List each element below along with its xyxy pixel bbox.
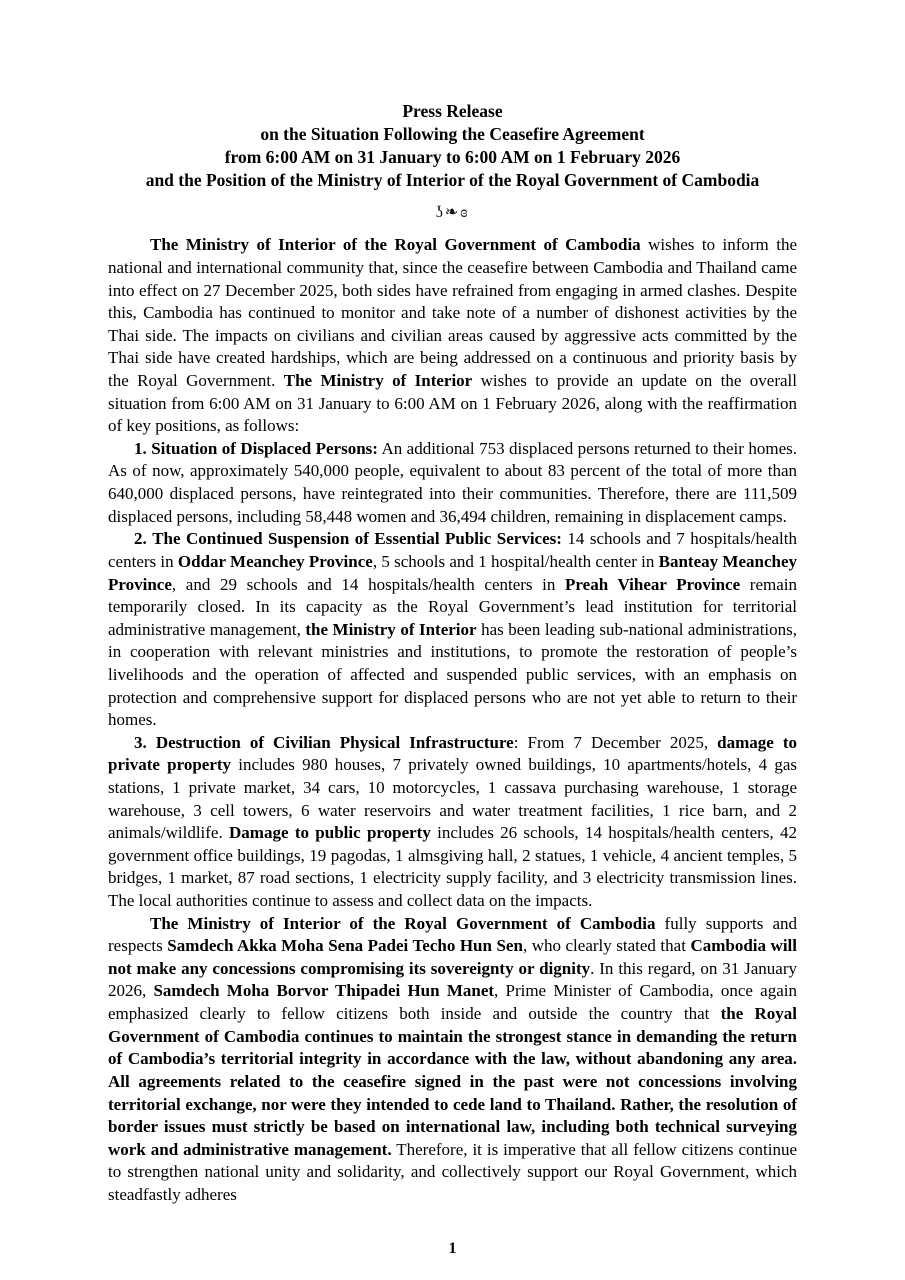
item-2-bold-3: Preah Vihear Province — [565, 574, 741, 594]
closing-text-1: fully supports and respects — [108, 913, 797, 956]
item-2-text-3: , and 29 schools and 14 hospitals/health centers in — [171, 574, 566, 594]
title-line-3: from 6:00 AM on 31 January to 6:00 AM on 1 February 2026 — [224, 147, 681, 168]
paragraph-item-3 — [108, 732, 797, 913]
item-2-bold-4: the Ministry of Interior — [305, 619, 477, 639]
closing-text-2: , who clearly stated that — [522, 936, 691, 956]
closing-bold-1: The Ministry of Interior of the Royal Government of Cambodia — [150, 913, 656, 933]
item-2-heading: The Continued Suspension of Essential Public Services: — [152, 529, 562, 549]
item-3-bold-1: damage to private property — [108, 732, 798, 775]
intro-text-2: wishes to provide an update on the overall situation from 6:00 AM on 31 January to 6:00 AM on 1 February 2026, along with the reaffirmation of key positions, as follows: — [108, 371, 797, 436]
paragraph-item-2 — [108, 528, 797, 731]
item-2-bold-1: Oddar Meanchey Province — [177, 551, 373, 571]
title-line-1: Press Release — [402, 101, 503, 121]
title-line-4: and the Position of the Ministry of Interior of the Royal Government of Cambodia — [145, 170, 760, 191]
paragraph-item-1 — [108, 438, 797, 528]
intro-bold-2: The Ministry of Interior — [283, 371, 473, 391]
item-2-bold-2: Banteay Meanchey Province — [108, 551, 797, 594]
paragraph-introduction — [108, 234, 797, 437]
item-2-number: 2. — [134, 529, 147, 549]
item-2-text-4: remain temporarily closed. In its capacity as the Royal Government’s lead institution for territorial administrative management, — [108, 574, 797, 639]
item-3-text-2: includes 980 houses, 7 privately owned buildings, 10 apartments/hotels, 4 gas stations, 1 private market, 34 cars, 10 motorcycles, 1 cassava purchasing warehouse, 1 storage warehouse, 3 cell towers, 6 water reservoirs and water treatment facilities, 1 rice barn, and 2 animals/wildlife. — [108, 755, 797, 843]
item-2-text-2: , 5 schools and 1 hospital/health center in — [372, 551, 659, 571]
page-number: 1 — [448, 1240, 457, 1257]
item-1-number: 1. — [134, 438, 147, 458]
item-3-text-1: : From 7 December 2025, — [513, 732, 718, 752]
closing-bold-2: Samdech Akka Moha Sena Padei Techo Hun Sen — [167, 936, 523, 956]
item-3-text-3: includes 26 schools, 14 hospitals/health centers, 42 government office buildings, 19 pagodas, 1 almsgiving hall, 2 statues, 1 vehicle, 4 ancient temples, 5 bridges, 1 market, 87 road sections, 1 electricity supply facility, and 3 electricity transmission lines. The local authorities continue to assess and collect data on the impacts. — [108, 823, 797, 911]
closing-text-3: . In this regard, on 31 January 2026, — [108, 958, 797, 1001]
paragraph-closing — [108, 913, 797, 1207]
title-line-2: on the Situation Following the Ceasefire Agreement — [260, 124, 645, 145]
closing-text-5: Therefore, it is imperative that all fellow citizens continue to strengthen national unity and solidarity, and collectively support our Royal Government, which steadfastly adheres — [108, 1139, 797, 1204]
closing-bold-4: Samdech Moha Borvor Thipadei Hun Manet — [153, 981, 495, 1001]
item-2-text-5: has been leading sub-national administrations, in cooperation with relevant ministries and institutions, to promote the restoration of people’s livelihoods and the operation of affected and suspended public services, with an emphasis on protection and comprehensive support for displaced persons who are not yet able to return to their homes. — [108, 619, 797, 730]
item-2-text-1: 14 schools and 7 hospitals/health centers in — [108, 529, 797, 571]
closing-bold-3: Cambodia will not make any concessions compromising its sovereignty or dignity — [108, 936, 797, 978]
item-3-number: 3. — [134, 732, 147, 752]
closing-text-4: , Prime Minister of Cambodia, once again emphasized clearly to fellow citizens both inside and outside the country that — [108, 981, 797, 1024]
closing-bold-5: the Royal Government of Cambodia continues to maintain the strongest stance in demanding the return of Cambodia’s territorial integrity in accordance with the law, without abandoning any area. All agreements related to the ceasefire signed in the past were not concessions involving territorial exchange, nor were they intended to cede land to Thailand. Rather, the resolution of border issues must strictly be based on international law, including both technical surveying work and administrative management. — [108, 1004, 797, 1159]
ornament-divider: ʖ❧ɞ — [435, 204, 470, 222]
item-1-text: An additional 753 displaced persons returned to their homes. As of now, approximately 540,000 people, equivalent to about 83 percent of the total of more than 640,000 displaced persons, have reintegrated into their communities. Therefore, there are 111,509 displaced persons, including 58,448 women and 36,494 children, remaining in displacement camps. — [108, 438, 797, 526]
item-3-heading: Destruction of Civilian Physical Infrastructure — [155, 732, 514, 752]
document-title — [108, 100, 797, 192]
item-3-bold-2: Damage to public property — [229, 823, 431, 843]
intro-lead-bold: The Ministry of Interior of the Royal Government of Cambodia — [150, 235, 641, 255]
intro-text-1: wishes to inform the national and international community that, since the ceasefire between Cambodia and Thailand came into effect on 27 December 2025, both sides have refrained from engaging in armed clashes. Despite this, Cambodia has continued to monitor and take note of a number of dishonest activities by the Thai side. The impacts on civilians and civilian areas caused by aggressive acts committed by the Thai side have created hardships, which are being addressed on a continuous and priority basis by the Royal Government. — [108, 235, 797, 391]
item-1-heading: Situation of Displaced Persons: — [151, 438, 378, 458]
